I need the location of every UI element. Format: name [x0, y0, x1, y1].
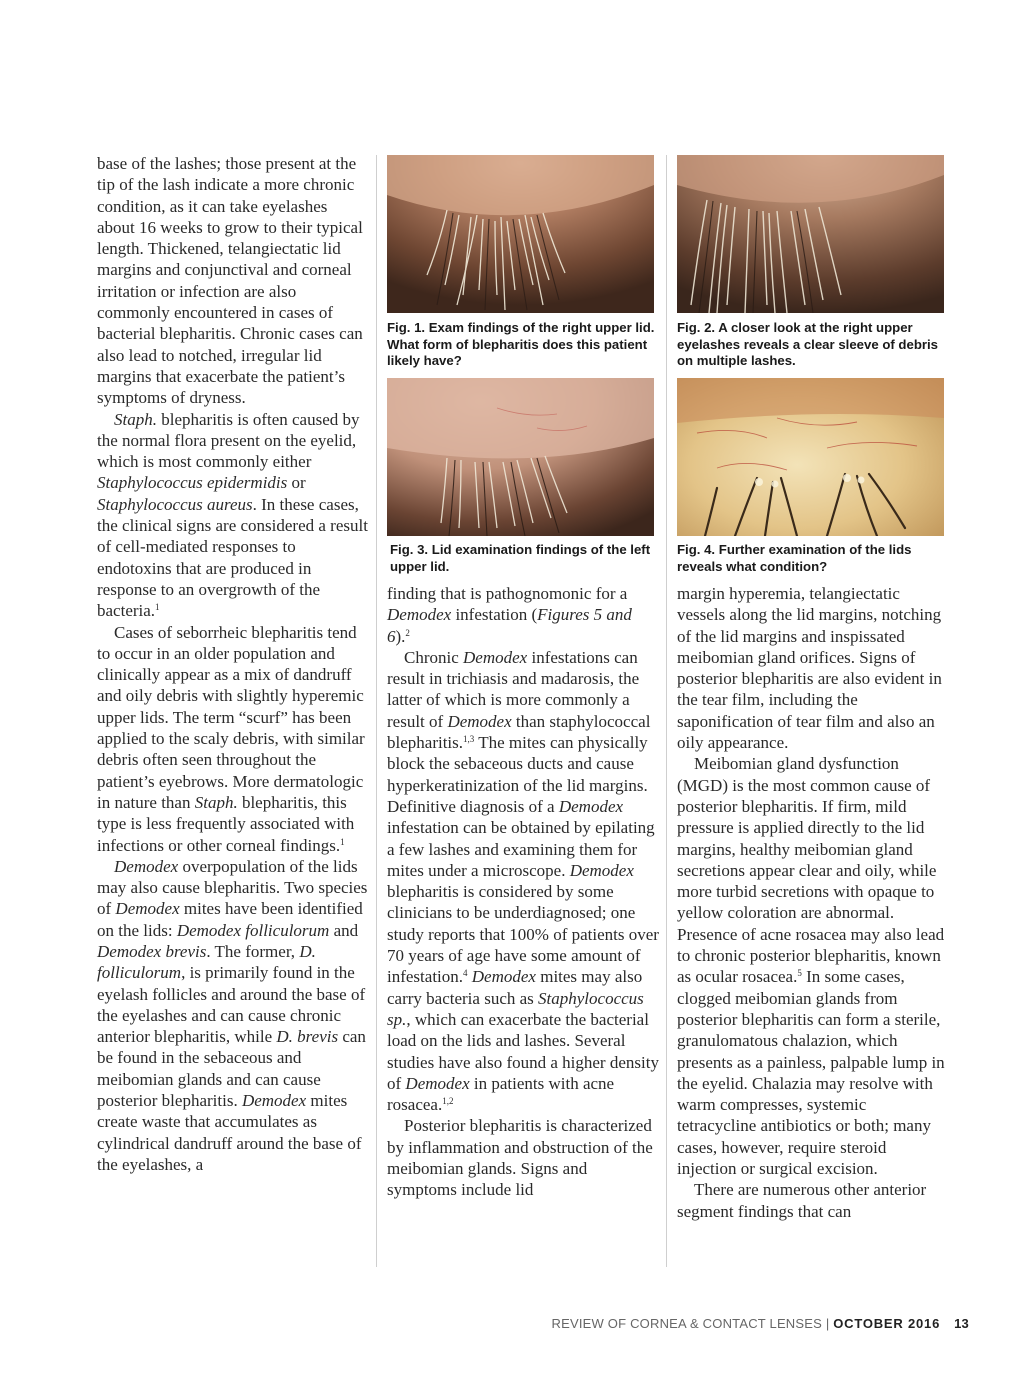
italic-term: D. folliculorum	[97, 941, 316, 983]
italic-term: Staph.	[114, 409, 157, 429]
italic-term: Staphylococcus aureus	[97, 494, 253, 514]
text-run: There are numerous other anterior segment findings that can	[677, 1180, 927, 1221]
italic-term: Demodex	[115, 899, 180, 919]
text-run: mites have been identified on the lids:	[97, 899, 363, 940]
paragraph	[97, 622, 369, 856]
text-run: In some cases, clogged meibomian glands from posterior blepharitis can form a sterile, granulomatous chalazion, which presents as a painless, palpable lump in the eyelid. Chalazia may resolve with warm compresses, systemic tetracycline antibiotics or both; many cases, however, require steroid injection or surgical excision.	[677, 967, 945, 1179]
lashes-photo-4	[677, 378, 944, 536]
text-run: infestation can be obtained by epilating a few lashes and examining them for mites under a microscope.	[387, 818, 655, 880]
paragraph	[387, 1115, 659, 1200]
text-run: Posterior blepharitis is characterized by inflammation and obstruction of the meibomian glands. Signs and symptoms include lid	[387, 1116, 653, 1200]
text-run: can be found in the sebaceous and meibomian glands and can cause posterior blepharitis.	[97, 1027, 366, 1111]
paragraph	[97, 856, 369, 1175]
body-column-2	[387, 583, 659, 1201]
italic-term: Staphylococcus sp.	[387, 988, 644, 1029]
text-run: . The former,	[206, 941, 300, 961]
figure-2-caption: Fig. 2. A closer look at the right upper eyelashes reveals a clear sleeve of debris on multiple lashes.	[677, 320, 939, 368]
text-run: infestation (	[451, 605, 538, 625]
italic-term: Demodex	[387, 605, 452, 625]
lashes-photo-3	[387, 378, 654, 536]
text-run: infestations can result in trichiasis and madarosis, the latter of which is more commonly a result of	[387, 647, 640, 731]
text-run: or	[287, 473, 306, 493]
paragraph	[387, 583, 659, 647]
text-run: overpopulation of the lids may also cause blepharitis. Two species of	[97, 856, 368, 919]
figure-1-photo	[387, 155, 654, 313]
figure-4-photo	[677, 378, 944, 536]
text-run: , is primarily found in the eyelash follicles and around the base of the eyelashes and can cause chronic anterior blepharitis, while	[97, 963, 366, 1047]
column-rule-right	[666, 155, 667, 1267]
body-column-1	[97, 153, 369, 1175]
text-run: Cases of seborrheic blepharitis tend to occur in an older population and clinically appear as a mix of dandruff and oily debris with slightly hyperemic upper lids. The term “scurf” has been applied to the scaly debris, with similar debris often seen throughout the patient’s eyebrows. More dermatologic in nature than	[97, 622, 365, 812]
reference-superscript: 1,3	[463, 734, 475, 745]
paragraph	[677, 753, 949, 1179]
paragraph	[677, 583, 949, 753]
italic-term: Demodex	[114, 856, 179, 876]
paragraph	[97, 409, 369, 622]
reference-superscript: 1	[155, 602, 160, 613]
text-run: , which can exacerbate the bacterial load on the lids and lashes. Several studies have also found a higher density of	[387, 1009, 659, 1093]
lashes-photo-2	[677, 155, 944, 313]
text-run: blepharitis is considered by some clinicians to be underdiagnosed; one study reports that 100% of patients over 70 years of age have some amount of infestation.	[387, 882, 659, 987]
page-footer	[552, 1316, 969, 1331]
reference-superscript: 5	[797, 968, 802, 979]
italic-term: Demodex brevis	[97, 941, 207, 961]
text-run: . In these cases, the clinical signs are considered a result of cell-mediated responses to endotoxins that are produced in response to an overgrowth of the bacteria.	[97, 494, 368, 621]
text-run: finding that is pathognomonic for a	[387, 584, 628, 603]
italic-term: Demodex	[471, 967, 536, 987]
footer-journal: REVIEW OF CORNEA & CONTACT LENSES |	[551, 1316, 834, 1331]
italic-term: Demodex	[405, 1073, 470, 1093]
italic-term: Demodex	[447, 711, 512, 731]
paragraph	[677, 1179, 949, 1222]
text-run: The mites can physically block the sebaceous ducts and cause hyperkeratinization of the lid margins. Definitive diagnosis of a	[387, 733, 648, 816]
lashes-photo-1	[387, 155, 654, 313]
text-run: than staphylococcal blepharitis.	[387, 711, 651, 753]
paragraph	[97, 153, 369, 409]
body-column-3	[677, 583, 949, 1222]
text-run: mites may also carry bacteria such as	[387, 967, 643, 1008]
italic-term: D. brevis	[276, 1027, 339, 1047]
reference-superscript: 4	[463, 968, 468, 979]
italic-term: Demodex	[463, 647, 528, 667]
text-run: blepharitis, this type is less frequently associated with infections or other corneal findings.	[97, 792, 355, 855]
figure-2-photo	[677, 155, 944, 313]
page-number: 13	[954, 1316, 969, 1331]
text-run: mites create waste that accumulates as cylindrical dandruff around the base of the eyelashes, a	[97, 1091, 362, 1174]
italic-term: Staph.	[194, 792, 238, 812]
footer-issue: OCTOBER 2016	[833, 1316, 941, 1331]
italic-term: Figures 5 and 6	[387, 605, 632, 646]
column-rule-left	[376, 155, 377, 1267]
text-run: Chronic	[404, 647, 464, 667]
figure-1-caption: Fig. 1. Exam findings of the right upper lid. What form of blepharitis does this patient likely have?	[387, 320, 655, 368]
text-run: and	[329, 920, 359, 940]
reference-superscript: 2	[405, 627, 410, 638]
text-run: in patients with acne rosacea.	[387, 1073, 615, 1115]
italic-term: Demodex	[558, 796, 624, 816]
italic-term: Demodex folliculorum	[176, 920, 330, 940]
text-run: Meibomian gland dysfunction (MGD) is the most common cause of posterior blepharitis. If firm, mild pressure is applied directly to the lid margins, healthy meibomian gland secretions appear clear and oily, while more turbid secretions with opaque to yellow coloration are abnormal. Presence of acne rosacea may also lead to chronic posterior blepharitis, known as ocular rosacea.	[677, 754, 945, 987]
italic-term: Staphylococcus epidermidis	[97, 473, 288, 493]
reference-superscript: 1,2	[442, 1096, 454, 1107]
figure-4-caption: Fig. 4. Further examination of the lids reveals what condition?	[677, 542, 912, 574]
text-run: margin hyperemia, telangiectatic vessels along the lid margins, notching of the lid margins and inspissated meibomian gland orifices. Signs of posterior blepharitis are also evident in the tear film, including the saponification of tear film and also an oily appearance.	[677, 584, 942, 753]
italic-term: Demodex	[241, 1091, 307, 1111]
italic-term: Demodex	[569, 860, 634, 880]
reference-superscript: 1	[340, 836, 345, 847]
text-run: blepharitis is often caused by the normal flora present on the eyelid, which is most commonly either	[97, 409, 360, 472]
text-run: base of the lashes; those present at the tip of the lash indicate a more chronic condition, as it can take eyelashes about 16 weeks to grow to their typical length. Thickened, telangiectatic lid margins and conjunctival and corneal irritation or infection are also commonly encountered in cases of bacterial blepharitis. Chronic cases can also lead to notched, irregular lid margins that exacerbate the patient’s symptoms of dryness.	[97, 154, 363, 408]
figure-3-caption: Fig. 3. Lid examination findings of the left upper lid.	[390, 542, 651, 574]
figure-3-photo	[387, 378, 654, 536]
paragraph	[387, 647, 659, 1116]
text-run: ).	[395, 626, 406, 646]
